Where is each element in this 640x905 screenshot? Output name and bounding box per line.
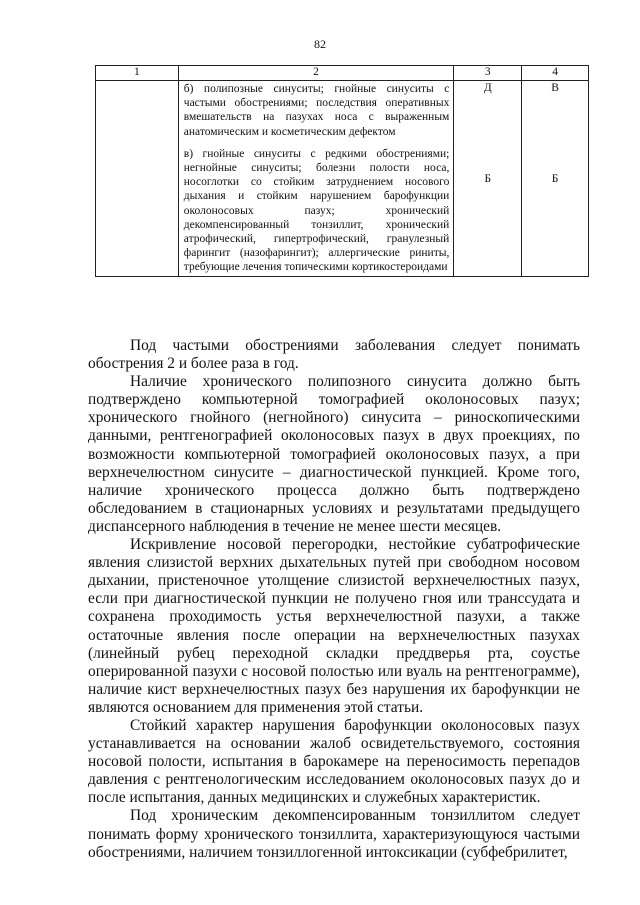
col1-cell — [96, 81, 179, 277]
paragraph-1: Под частыми обострениями заболевания следует понимать обострения 2 и более раза в год. — [88, 337, 580, 373]
paragraph-4: Стойкий характер нарушения барофункции околоносовых пазух устанавливается на основании жалоб освидетельствуемого, состояния носовой полости, испытания в барокамере на переносимость перепадов давления с рентгенологическим исследованием околоносовых пазух до и после испытания, данных медицинских и служебных характеристик. — [88, 716, 580, 807]
diagnosis-item-b: б) полипозные синуситы; гнойные синуситы с частыми обострениями; последствия оперативных вмешательств на пазухах носа с выраженным анатомическим и косметическим дефектом — [183, 83, 450, 138]
paragraph-5: Под хроническим декомпенсированным тонзиллитом следует понимать форму хронического тонзиллита, характеризующуюся частыми обострениями, наличием тонзиллогенной интоксикации (субфебрилитет, — [88, 807, 580, 861]
page-number: 82 — [314, 37, 326, 51]
diagnosis-item-v: в) гнойные синуситы с редкими обострениями; негнойные синуситы; болезни полости носа, носоглотки со стойким затруднением носового дыхания и стойким нарушением барофункции околоносовых пазух; хронический декомпенсированный тонзиллит, хронический атрофический, гипертрофический, гранулезный фарингит (назофарингит); аллергические риниты, требующие лечения топическими кортикостероидами — [183, 147, 450, 274]
table-header-row — [96, 66, 589, 81]
header-col-1: 1 — [96, 66, 179, 81]
category-b-col3: Д — [483, 82, 492, 94]
body-text — [88, 337, 580, 862]
diagnosis-table — [95, 65, 589, 277]
category-col3-cell — [454, 81, 522, 277]
diagnosis-cell — [178, 81, 454, 277]
paragraph-2: Наличие хронического полипозного синусита должно быть подтверждено компьютерной томографией околоносовых пазух; хронического гнойного (негнойного) синусита – риноскопическими данными, рентгенографией околоносовых пазух в двух проекциях, по возможности компьютерной томографией околоносовых пазух, а при верхнечелюстном синусите – диагностической пункцией. Кроме того, наличие хронического процесса должно быть подтверждено обследованием в стационарных условиях и результатами предыдущего диспансерного наблюдения в течение не менее шести месяцев. — [88, 373, 580, 535]
header-col-3: 3 — [454, 66, 522, 81]
table-row — [96, 81, 589, 277]
header-col-2: 2 — [178, 66, 454, 81]
paragraph-3: Искривление носовой перегородки, нестойкие субатрофические явления слизистой верхних дыхательных путей при свободном носовом дыхании, пристеночное утолщение слизистой верхнечелюстных пазух, если при диагностической пункции не получено гноя или транссудата и сохранена проходимость устья верхнечелюстной пазухи, а также остаточные явления после операции на верхнечелюстных пазухах (линейный рубец переходной складки преддверья рта, соустье оперированной пазухи с носовой полостью или вуаль на рентгенограмме), наличие кист верхнечелюстных пазух без нарушения их барофункции не являются основанием для применения этой статьи. — [88, 536, 580, 716]
category-v-col4: Б — [551, 173, 559, 185]
header-col-4: 4 — [522, 66, 589, 81]
category-col4-cell — [522, 81, 589, 277]
category-b-col4: В — [551, 82, 559, 94]
category-v-col3: Б — [484, 173, 492, 185]
